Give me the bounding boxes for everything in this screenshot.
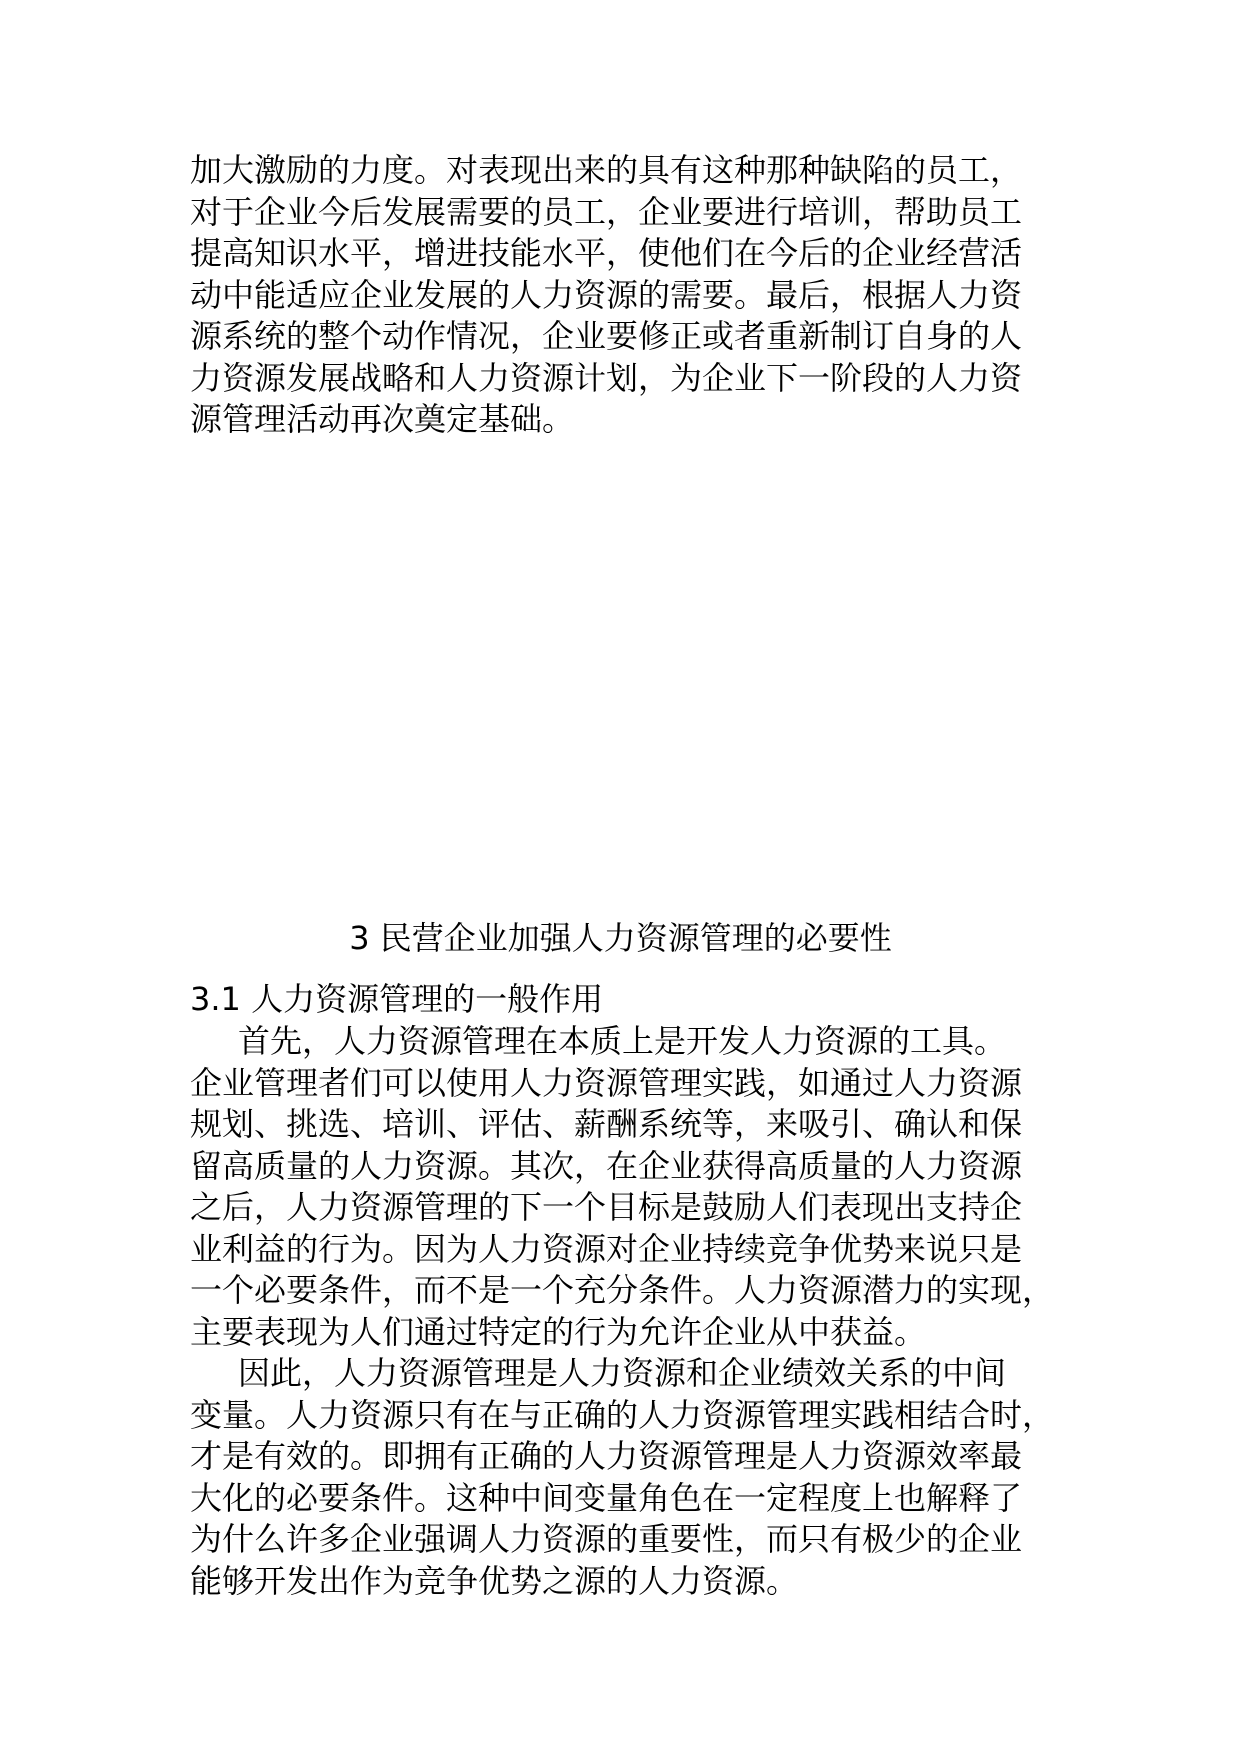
paragraph-line: 提高知识水平，增进技能水平，使他们在今后的企业经营活 xyxy=(190,234,1023,272)
paragraph-line: 为什么许多企业强调人力资源的重要性，而只有极少的企业 xyxy=(190,1520,1023,1558)
paragraph-line: 一个必要条件，而不是一个充分条件。人力资源潜力的实现， xyxy=(190,1271,1055,1309)
paragraph-line: 源系统的整个动作情况，企业要修正或者重新制订自身的人 xyxy=(190,317,1023,355)
paragraph-line: 动中能适应企业发展的人力资源的需要。最后，根据人力资 xyxy=(190,275,1023,314)
paragraph-line: 首先，人力资源管理在本质上是开发人力资源的工具。 xyxy=(238,1022,1007,1060)
paragraph-line: 规划、挑选、培训、评估、薪酬系统等，来吸引、确认和保 xyxy=(190,1105,1023,1143)
paragraph-line: 大化的必要条件。这种中间变量角色在一定程度上也解释了 xyxy=(190,1478,1023,1517)
paragraph-line: 因此，人力资源管理是人力资源和企业绩效关系的中间 xyxy=(238,1354,1007,1392)
section-paragraph-1 xyxy=(190,1021,1070,1353)
paragraph-line: 业利益的行为。因为人力资源对企业持续竞争优势来说只是 xyxy=(190,1229,1023,1268)
chapter-heading: 3 民营企业加强人力资源管理的必要性 xyxy=(349,919,892,957)
paragraph-line: 变量。人力资源只有在与正确的人力资源管理实践相结合时， xyxy=(190,1395,1055,1434)
paragraph-line: 才是有效的。即拥有正确的人力资源管理是人力资源效率最 xyxy=(190,1437,1023,1475)
section-3-1 xyxy=(190,977,1070,1602)
top-paragraph xyxy=(190,150,1070,441)
paragraph-line: 之后，人力资源管理的下一个目标是鼓励人们表现出支持企 xyxy=(190,1188,1023,1226)
section-heading: 3.1 人力资源管理的一般作用 xyxy=(190,980,604,1018)
paragraph-line: 能够开发出作为竞争优势之源的人力资源。 xyxy=(190,1561,799,1600)
paragraph-line: 企业管理者们可以使用人力资源管理实践，如通过人力资源 xyxy=(190,1063,1023,1102)
paragraph-line: 主要表现为人们通过特定的行为允许企业从中获益。 xyxy=(190,1312,927,1351)
paragraph-line: 留高质量的人力资源。其次，在企业获得高质量的人力资源 xyxy=(190,1146,1023,1185)
paragraph-line: 对于企业今后发展需要的员工，企业要进行培训，帮助员工 xyxy=(190,192,1023,231)
section-paragraph-2 xyxy=(190,1353,1070,1602)
paragraph-line: 力资源发展战略和人力资源计划，为企业下一阶段的人力资 xyxy=(190,358,1023,397)
paragraph-line: 源管理活动再次奠定基础。 xyxy=(190,400,575,438)
paragraph-line: 加大激励的力度。对表现出来的具有这种那种缺陷的员工， xyxy=(190,151,1023,189)
